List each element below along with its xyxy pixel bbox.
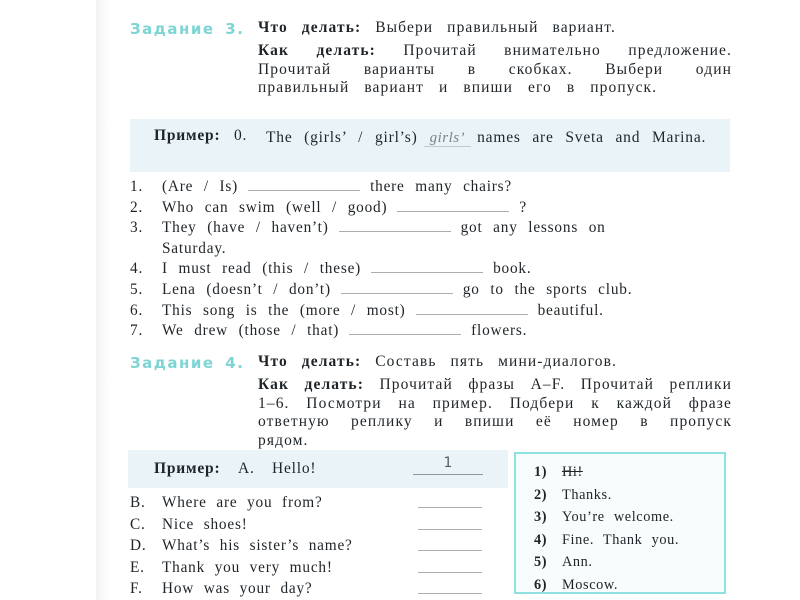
task3-example-sentence xyxy=(266,127,730,148)
task3-item-4 xyxy=(130,259,736,280)
task4-example-label: Пример: xyxy=(154,460,221,477)
reply-text: Thanks. xyxy=(562,486,612,503)
task3-heading: Задание 3. xyxy=(130,20,245,38)
phrase-text: Thank you very much! xyxy=(162,558,333,576)
task4-phrase-d xyxy=(130,535,508,557)
reply-number: 3) xyxy=(534,509,548,526)
task3-example-handwritten-answer: girls’ xyxy=(424,130,472,147)
task4-replies-box xyxy=(514,452,726,594)
task4-example-handwritten-answer: 1 xyxy=(443,455,453,471)
task3-items-list xyxy=(130,177,736,342)
phrase-letter: B. xyxy=(130,494,146,511)
reply-1 xyxy=(534,461,724,484)
phrase-letter: F. xyxy=(130,580,143,598)
task4-example-strip xyxy=(128,450,508,488)
task3-what-label: Что делать: xyxy=(258,19,362,36)
item-text-after: book. xyxy=(493,260,532,278)
reply-5 xyxy=(534,551,724,574)
task4-what-text: Составь пять мини-диалогов. xyxy=(375,353,617,370)
task4-what-line xyxy=(258,352,732,371)
task3-what-text: Выбери правильный вариант. xyxy=(375,19,616,36)
item-number: 3. xyxy=(130,219,144,237)
task3-example-after: names are Sveta and Marina. xyxy=(477,129,707,146)
answer-blank xyxy=(416,301,528,315)
task3-item-1 xyxy=(130,177,736,198)
item-text-before: Lena (doesn’t / don’t) xyxy=(162,280,331,298)
phrase-letter: E. xyxy=(130,558,145,576)
phrase-text: Nice shoes! xyxy=(162,515,248,533)
reply-number: 1) xyxy=(534,464,548,480)
task3-how-label: Как делать: xyxy=(258,42,376,59)
reply-number: 5) xyxy=(534,554,548,571)
item-text-before: Who can swim (well / good) xyxy=(162,198,388,216)
answer-blank xyxy=(341,280,453,294)
task4-section xyxy=(130,352,732,450)
task4-heading: Задание 4. xyxy=(130,354,245,372)
phrase-text: How was your day? xyxy=(162,580,313,598)
item-text-after: got any lessons on xyxy=(460,219,606,237)
task3-how-line xyxy=(258,42,732,98)
item-number: 5. xyxy=(130,280,144,298)
task4-phrase-e xyxy=(130,557,508,579)
task3-example-label: Пример: xyxy=(154,127,221,144)
reply-number: 2) xyxy=(534,486,548,503)
item-text-after: beautiful. xyxy=(537,301,604,319)
task4-example-letter: A. xyxy=(238,460,255,477)
task3-instructions xyxy=(258,18,732,98)
answer-blank xyxy=(418,558,482,573)
answer-blank xyxy=(349,321,461,335)
phrase-letter: D. xyxy=(130,537,147,555)
task3-example-box xyxy=(130,119,730,172)
item-number: 2. xyxy=(130,198,144,216)
phrase-text: Where are you from? xyxy=(162,494,323,511)
item-text-after: there many chairs? xyxy=(370,178,512,195)
item-number: 6. xyxy=(130,301,144,319)
item-text-before: I must read (this / these) xyxy=(162,260,362,278)
task3-item-3 xyxy=(130,218,736,259)
reply-3 xyxy=(534,506,724,529)
item-text-line2: Saturday. xyxy=(162,239,227,257)
reply-text: Ann. xyxy=(562,554,593,571)
reply-number: 4) xyxy=(534,531,548,548)
item-text-before: They (have / haven’t) xyxy=(162,219,329,237)
reply-4 xyxy=(534,529,724,552)
item-number: 1. xyxy=(130,178,144,195)
reply-text: You’re welcome. xyxy=(562,509,674,526)
task3-what-line xyxy=(258,18,732,37)
task4-what-label: Что делать: xyxy=(258,353,362,370)
answer-blank xyxy=(418,579,482,594)
answer-blank xyxy=(418,493,482,508)
task3-how-text: Прочитай внимательно предложение. Прочитай варианты в скобках. Выбери один правильный вариант и впиши его в пропуск. xyxy=(258,42,732,96)
task3-item-2 xyxy=(130,198,736,219)
task3-item-5 xyxy=(130,280,736,301)
task3-item-6 xyxy=(130,301,736,322)
item-text-after: go to the sports club. xyxy=(462,280,633,298)
reply-number: 6) xyxy=(534,576,548,593)
reply-text-crossed-out: Hi! xyxy=(562,464,583,480)
task4-example-answer-line xyxy=(413,454,483,475)
task4-phrase-b xyxy=(130,492,508,514)
task4-phrases-list xyxy=(130,492,508,600)
task4-how-line xyxy=(258,376,732,450)
item-text-after: ? xyxy=(519,198,527,216)
phrase-text: What’s his sister’s name? xyxy=(162,537,353,555)
reply-text: Moscow. xyxy=(562,576,619,593)
item-number: 7. xyxy=(130,322,144,340)
reply-6 xyxy=(534,574,724,597)
answer-blank xyxy=(418,515,482,530)
task3-example-number: 0. xyxy=(234,127,248,144)
reply-text: Fine. Thank you. xyxy=(562,531,680,548)
task4-example-text: Hello! xyxy=(272,460,317,477)
task4-how-text: Прочитай фразы A–F. Прочитай реплики 1–6. Посмотри на пример. Подбери к каждой фразе ответную реплику и впиши её номер в пропуск рядом. xyxy=(258,376,733,449)
task4-how-label: Как делать: xyxy=(258,376,364,393)
task4-instructions xyxy=(258,352,732,450)
answer-blank xyxy=(248,177,360,191)
reply-2 xyxy=(534,484,724,507)
answer-blank xyxy=(371,259,483,273)
item-text-before: (Are / Is) xyxy=(162,178,239,195)
task4-phrase-c xyxy=(130,514,508,536)
task4-phrase-f xyxy=(130,578,508,600)
answer-blank xyxy=(397,198,509,212)
task3-item-7 xyxy=(130,321,736,342)
phrase-letter: C. xyxy=(130,515,146,533)
task3-section xyxy=(130,18,732,98)
answer-blank xyxy=(418,536,482,551)
answer-blank xyxy=(339,218,451,232)
item-text-before: We drew (those / that) xyxy=(162,322,340,340)
item-number: 4. xyxy=(130,260,144,278)
item-text-after: flowers. xyxy=(471,322,528,340)
item-text-before: This song is the (more / most) xyxy=(162,301,406,319)
task3-example-before: The (girls’ / girl’s) xyxy=(266,129,418,146)
